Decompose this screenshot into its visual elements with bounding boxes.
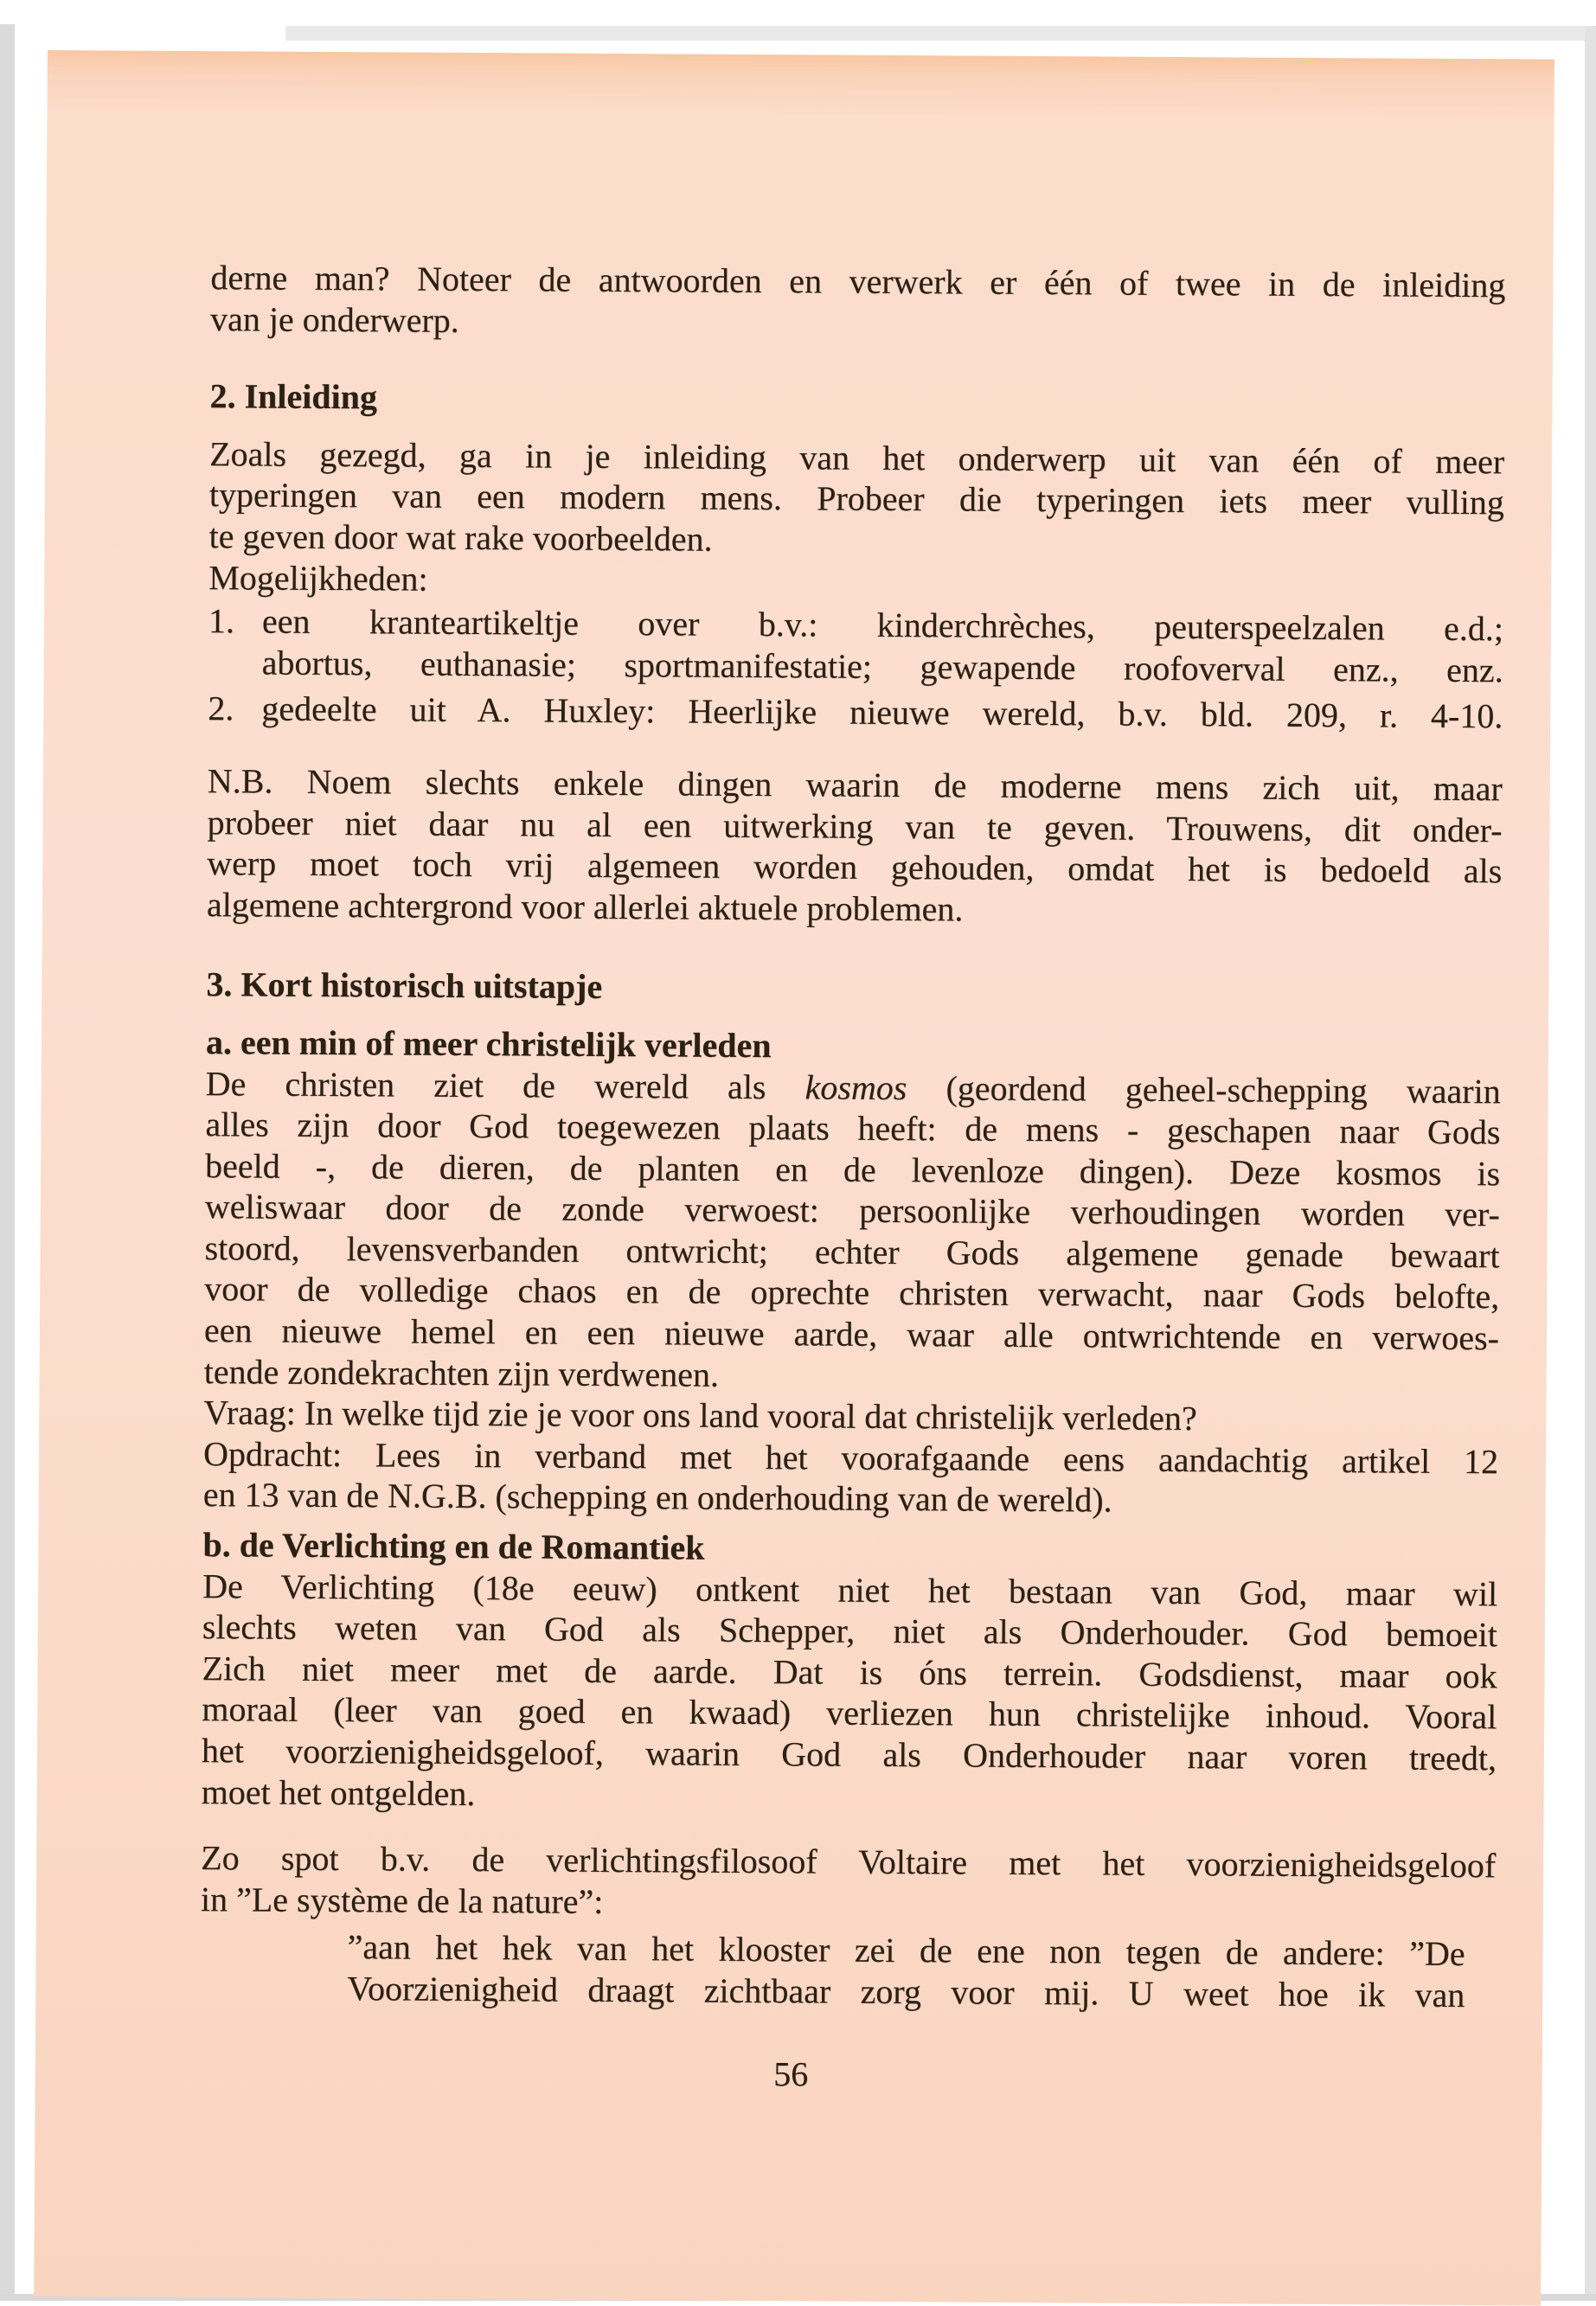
- text-segment: abortus, euthanasie; sportmanifestatie; gewapende roofoverval enz., enz.: [261, 643, 1503, 690]
- text-segment: voor de volledige chaos en de oprechte christen verwacht, naar Gods belofte,: [204, 1269, 1500, 1316]
- text-segment: beeld -, de dieren, de planten en de levenloze dingen). Deze kosmos is: [204, 1145, 1501, 1193]
- text-segment: moraal (leer van goed en kwaad) verliezen hun christelijke inhoud. Vooral: [202, 1689, 1497, 1737]
- paragraph: [203, 1063, 1501, 1524]
- page-number: 56: [773, 2053, 809, 2093]
- section-heading: b. de Verlichting en de Romantiek: [202, 1525, 705, 1567]
- text-line: [210, 257, 1505, 306]
- scan-edge-left: [0, 24, 15, 2301]
- scanned-page: [34, 50, 1554, 2306]
- text-line: [208, 557, 1503, 606]
- paragraph: [208, 433, 1504, 606]
- text-segment: Zo spot b.v. de verlichtingsfilosoof Voltaire met het voorzienigheidsgeloof: [201, 1838, 1497, 1886]
- text-line: [202, 1771, 1497, 1821]
- paragraph: [202, 1566, 1498, 1821]
- text-line: [207, 842, 1502, 892]
- text-line: [262, 601, 1503, 650]
- text-line: [208, 516, 1503, 565]
- numbered-list-item: [208, 688, 1503, 737]
- text-segment: Zich niet meer met de aarde. Dat is óns terrein. Godsdienst, maar ook: [202, 1648, 1497, 1696]
- text-segment: typeringen van een modern mens. Probeer die typeringen iets meer vulling: [208, 475, 1504, 522]
- paragraph: [201, 1837, 1497, 1927]
- text-line: [208, 760, 1503, 810]
- scan-edge-right: [1585, 26, 1596, 2301]
- text-segment: Mogelijkheden:: [208, 557, 428, 599]
- text-line: [207, 884, 1502, 933]
- block-quote: [347, 1927, 1465, 2016]
- text-segment: een kranteartikeltje over b.v.: kinderchrèches, peuterspeelzalen e.d.;: [261, 601, 1504, 649]
- text-segment: en 13 van de N.G.B. (schepping en onderhouding van de wereld).: [202, 1475, 1112, 1520]
- section-heading: a. een min of meer christelijk verleden: [205, 1022, 772, 1066]
- scan-top-band: [285, 26, 1596, 41]
- quote-line: [347, 1968, 1465, 2015]
- text-segment: ”aan het hek van het klooster zei de ene non tegen de andere: ”De: [347, 1927, 1465, 1974]
- text-segment: De christen ziet de wereld als: [205, 1063, 805, 1106]
- italic-term: kosmos: [804, 1067, 907, 1107]
- text-line: [201, 1879, 1496, 1928]
- section-heading: 3. Kort historisch uitstapje: [206, 964, 603, 1007]
- text-segment: van je onderwerp.: [209, 298, 459, 340]
- text-segment: slechts weten van God als Schepper, niet als Onderhouder. God bemoeit: [202, 1607, 1497, 1655]
- text-segment: gedeelte uit A. Huxley: Heerlijke nieuwe wereld, b.v. bld. 209, r. 4-10.: [261, 689, 1503, 736]
- text-segment: het voorzienigheidsgeloof, waarin God als Onderhouder naar voren treedt,: [201, 1731, 1497, 1778]
- text-segment: derne man? Noteer de antwoorden en verwerk er één of twee in de inleiding: [210, 258, 1506, 305]
- text-segment: N.B. Noem slechts enkele dingen waarin de moderne mens zich uit, maar: [207, 761, 1503, 809]
- text-segment: De Verlichting (18e eeuw) ontkent niet het bestaan van God, maar wil: [202, 1566, 1498, 1613]
- text-segment: werp moet toch vrij algemeen worden gehouden, omdat het is bedoeld als: [207, 843, 1503, 891]
- text-segment: weliswaar door de zonde verwoest: persoonlijke verhoudingen worden ver-: [204, 1187, 1500, 1234]
- text-segment: stoord, levensverbanden ontwricht; echter Gods algemene genade bewaart: [204, 1228, 1500, 1276]
- paragraph: [207, 760, 1503, 933]
- paragraph: [210, 257, 1506, 347]
- page-content: [200, 257, 1506, 2098]
- text-segment: (geordend geheel-schepping waarin: [907, 1067, 1501, 1111]
- text-segment: een nieuwe hemel en een nieuwe aarde, waar alle ontwrichtende en verwoes-: [203, 1310, 1500, 1358]
- list-number: 2.: [208, 689, 234, 728]
- text-segment: Zoals gezegd, ga in je inleiding van het onderwerp uit van één of meer: [209, 433, 1505, 482]
- text-line: [202, 1730, 1497, 1779]
- text-segment: tende zondekrachten zijn verdwenen.: [203, 1351, 720, 1394]
- text-line: [261, 689, 1503, 737]
- text-segment: alles zijn door God toegewezen plaats heeft: de mens - geschapen naar Gods: [205, 1105, 1501, 1152]
- quote-line: [347, 1927, 1465, 1975]
- text-line: [203, 1475, 1498, 1524]
- text-segment: Vraag: In welke tijd zie je voor ons land vooral dat christelijk verleden?: [203, 1393, 1197, 1438]
- text-segment: te geven door wat rake voorbeelden.: [208, 516, 713, 559]
- text-line: [204, 1310, 1499, 1359]
- list-number: 1.: [208, 601, 235, 641]
- numbered-list-item: [208, 600, 1504, 690]
- text-segment: in ”Le système de la nature”:: [200, 1879, 604, 1921]
- text-segment: probeer niet daar nu al een uitwerking van te geven. Trouwens, dit onder-: [207, 802, 1503, 849]
- text-line: [205, 1104, 1500, 1153]
- text-line: [262, 642, 1503, 690]
- text-segment: Opdracht: Lees in verband met het voorafgaande eens aandachtig artikel 12: [202, 1433, 1499, 1482]
- text-segment: algemene achtergrond voor allerlei aktuele problemen.: [206, 884, 964, 929]
- section-heading: 2. Inleiding: [209, 376, 378, 417]
- text-segment: Voorzienigheid draagt zichtbaar zorg voor mij. U weet hoe ik van: [347, 1969, 1465, 2015]
- text-line: [210, 298, 1505, 348]
- text-segment: moet het ontgelden.: [201, 1771, 476, 1813]
